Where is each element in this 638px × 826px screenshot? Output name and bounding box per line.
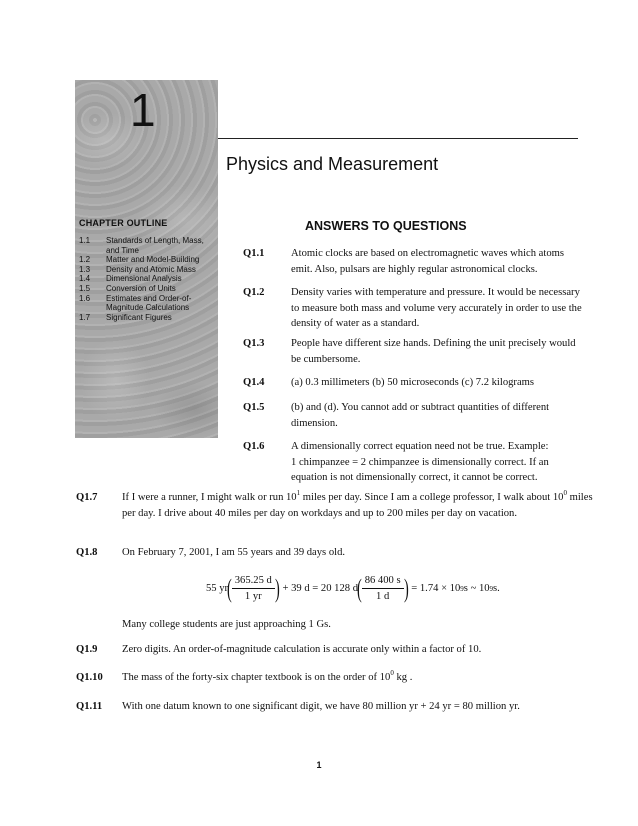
answer-text: Many college students are just approaching 1 Gs.	[122, 619, 331, 630]
exponent: 0	[563, 489, 567, 497]
outline-heading: CHAPTER OUTLINE	[79, 218, 168, 228]
answer-text	[291, 439, 583, 486]
chapter-number: 1	[130, 84, 156, 136]
outline-num: 1.6	[79, 293, 91, 303]
question-id: Q1.4	[243, 377, 265, 388]
chapter-title: Physics and Measurement	[226, 154, 439, 174]
outline-num: 1.7	[79, 312, 91, 322]
open-paren: (	[227, 573, 232, 603]
outline-text: Matter and Model-Building	[106, 255, 200, 265]
text-run: miles per day. Since I am a college professor, I walk about 10	[300, 492, 564, 503]
outline-num: 1.5	[79, 283, 91, 293]
text-run: miles per day. I drive about 40 miles per day on workdays and up to 200 miles per day on vacation.	[122, 492, 593, 519]
outline-num: 1.4	[79, 274, 91, 284]
answer-text: On February 7, 2001, I am 55 years and 39 days old.	[122, 547, 346, 558]
close-paren: )	[274, 573, 280, 603]
text-run: The mass of the forty-six chapter textbook is on the order of 10	[122, 672, 391, 683]
question-id: Q1.1	[243, 248, 265, 259]
answer-line: A dimensionally correct equation need not be true. Example:	[291, 441, 549, 452]
fraction-seconds-per-day	[362, 574, 404, 603]
eq-lead: 55 yr	[206, 583, 229, 594]
eq-middle: + 39 d = 20 128 d	[282, 583, 359, 594]
page-number: 1	[316, 760, 322, 770]
answer-text	[122, 670, 602, 686]
answer-text: (a) 0.3 millimeters (b) 50 microseconds (c) 7.2 kilograms	[291, 377, 535, 388]
answer-line: 1 chimpanzee = 2 chimpanzee is dimensionally correct. If an equation is not dimensionally correct, it cannot be correct.	[291, 456, 549, 483]
outline-num: 1.2	[79, 255, 91, 265]
outline-item	[79, 313, 213, 323]
answer-text: Atomic clocks are based on electromagnetic waves which atoms emit. Also, pulsars are highly regular astronomical clocks.	[291, 248, 564, 275]
exponent: 1	[296, 489, 301, 497]
denominator: 1 yr	[244, 591, 262, 602]
outline-item	[79, 274, 213, 284]
outline-text: Significant Figures	[106, 312, 172, 322]
outline-item	[79, 294, 213, 313]
answer-text: Density varies with temperature and pressure. It would be necessary to measure both mass and volume very accurately in order to use the density of water as a standard.	[291, 287, 582, 329]
eq-result: = 1.74 × 10	[411, 583, 461, 594]
eq-unit: s.	[493, 583, 500, 594]
outline-item	[79, 255, 213, 265]
answer-text: Zero digits. An order-of-magnitude calculation is accurate only within a factor of 10.	[122, 644, 482, 655]
question-id: Q1.5	[243, 402, 265, 413]
question-id: Q1.10	[76, 672, 103, 683]
numerator: 365.25 d	[232, 574, 275, 589]
open-paren: (	[356, 573, 362, 603]
outline-item	[79, 236, 213, 255]
denominator: 1 d	[376, 591, 390, 602]
outline-text: Density and Atomic Mass	[106, 264, 196, 274]
outline-text: Conversion of Units	[106, 283, 176, 293]
question-id: Q1.7	[76, 492, 98, 503]
outline-text: Estimates and Order-of-Magnitude Calculations	[106, 293, 192, 313]
outline-num: 1.3	[79, 264, 91, 274]
close-paren: )	[403, 573, 409, 603]
question-id: Q1.11	[76, 701, 103, 712]
answer-text: (b) and (d). You cannot add or subtract quantities of different dimension.	[291, 402, 550, 429]
question-id: Q1.3	[243, 338, 265, 349]
unit-conversion-equation: 55 yr ( $\frac{365.25 d}{1 yr}$ ) + 39 d = 20 128 d ( $\frac{86 400 s}{1 d}$ ) = 1.74 × 10 9 s ~ 10 9 s.	[206, 573, 500, 603]
question-id: Q1.9	[76, 644, 98, 655]
numerator: 86 400 s	[362, 574, 404, 589]
answers-heading: ANSWERS TO QUESTIONS	[305, 219, 467, 233]
outline-num: 1.1	[79, 236, 91, 245]
outline-text: Standards of Length, Mass, and Time	[106, 236, 204, 255]
answer-text: With one datum known to one significant digit, we have 80 million yr + 24 yr = 80 million yr.	[122, 701, 520, 712]
question-id: Q1.2	[243, 287, 265, 298]
answer-text: People have different size hands. Defining the unit precisely would be cumbersome.	[291, 338, 576, 365]
question-id: Q1.8	[76, 547, 98, 558]
outline-text: Dimensional Analysis	[106, 274, 182, 284]
outline-item	[79, 265, 213, 275]
question-id: Q1.6	[243, 441, 265, 452]
chapter-outline	[79, 236, 213, 322]
answer-text	[122, 490, 602, 521]
chapter-title-rule	[218, 138, 578, 139]
text-run: kg .	[393, 672, 413, 683]
exponent: 0	[390, 669, 394, 677]
eq-tail: s ~ 10	[463, 583, 490, 594]
text-run: If I were a runner, I might walk or run 10	[122, 492, 297, 503]
fraction-days-per-year	[232, 574, 275, 603]
outline-item	[79, 284, 213, 294]
